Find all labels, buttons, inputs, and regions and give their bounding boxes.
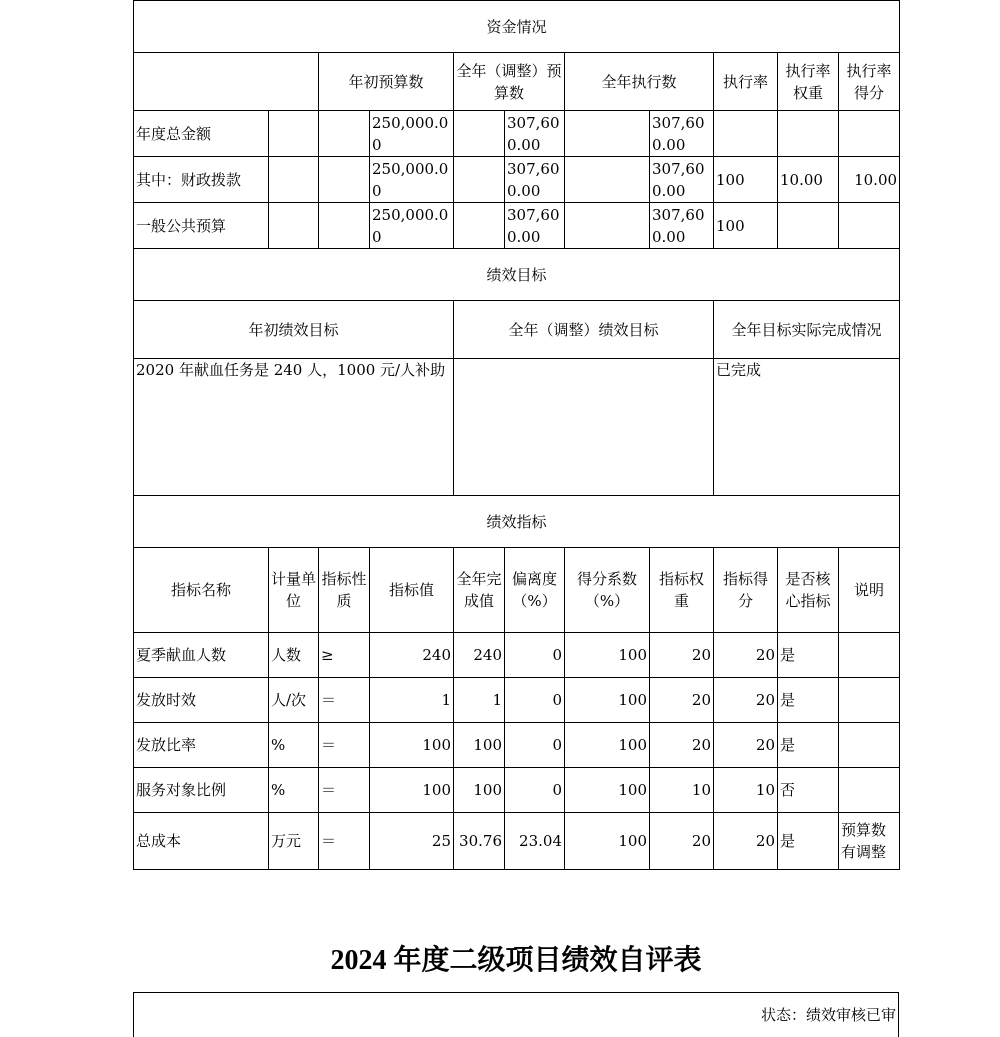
indicator-cell: 10 [650,768,714,813]
indicator-cell: 100 [565,633,650,678]
indicator-cell: 100 [565,723,650,768]
indicator-cell: 人数 [269,633,319,678]
indicator-cell: 0 [505,723,565,768]
funds-row: 其中：财政拨款 250,000.00 307,600.00 307,600.00 100 10.00 10.00 [134,157,900,203]
indicator-row [134,723,900,768]
header-rate-score: 执行率得分 [839,53,900,111]
indicator-cell: 发放比率 [134,723,269,768]
header-core: 是否核心指标 [778,548,839,633]
indicator-cell: ≥ [319,633,370,678]
indicator-cell: ＝ [319,678,370,723]
indicator-cell [839,633,900,678]
indicator-cell: 1 [454,678,505,723]
initial-goal-text: 2020 年献血任务是 240 人，1000 元/人补助 [134,359,454,496]
header-target: 指标值 [370,548,454,633]
indicator-row [134,633,900,678]
header-rate-weight: 执行率权重 [778,53,839,111]
indicator-cell: 是 [778,678,839,723]
indicator-cell: 20 [714,813,778,870]
indicator-cell: 100 [565,678,650,723]
status-table [133,992,899,1037]
indicator-cell: 240 [370,633,454,678]
indicator-cell [839,678,900,723]
indicator-cell: ＝ [319,813,370,870]
indicator-header-row [134,548,900,633]
indicator-row [134,678,900,723]
indicator-cell: 预算数有调整 [839,813,900,870]
indicator-cell: % [269,768,319,813]
section-indicators: 绩效指标 [134,496,900,548]
performance-table [133,0,900,870]
header-executed: 全年执行数 [565,53,714,111]
indicator-cell: 0 [505,678,565,723]
section-goals: 绩效目标 [134,249,900,301]
indicator-cell: 10 [714,768,778,813]
indicator-cell: 20 [650,678,714,723]
indicator-cell [839,723,900,768]
header-unit: 计量单位 [269,548,319,633]
header-rate: 执行率 [714,53,778,111]
indicator-cell: 20 [650,633,714,678]
indicator-cell: 总成本 [134,813,269,870]
header-actual-completion: 全年目标实际完成情况 [714,301,900,359]
indicator-cell: 0 [505,768,565,813]
indicator-cell: 100 [370,723,454,768]
indicator-cell: 100 [454,768,505,813]
indicator-cell: 100 [565,813,650,870]
indicator-cell: 20 [714,723,778,768]
adjusted-goal-text [454,359,714,496]
indicator-cell: ＝ [319,768,370,813]
indicator-cell: 发放时效 [134,678,269,723]
header-score: 指标得分 [714,548,778,633]
indicator-cell: 20 [714,633,778,678]
header-initial-budget: 年初预算数 [319,53,454,111]
indicator-cell: 100 [370,768,454,813]
header-nature: 指标性质 [319,548,370,633]
indicator-cell: 服务对象比例 [134,768,269,813]
indicator-cell: 1 [370,678,454,723]
indicator-cell: 20 [714,678,778,723]
header-weight: 指标权重 [650,548,714,633]
header-coefficient: 得分系数（%） [565,548,650,633]
indicator-cell: 30.76 [454,813,505,870]
indicator-cell: 20 [650,813,714,870]
indicator-cell: 人/次 [269,678,319,723]
indicator-row [134,768,900,813]
indicator-cell: 是 [778,813,839,870]
indicator-cell: 万元 [269,813,319,870]
funds-row: 一般公共预算 250,000.00 307,600.00 307,600.00 100 [134,203,900,249]
page-title: 2024 年度二级项目绩效自评表 [330,945,702,976]
header-actual: 全年完成值 [454,548,505,633]
header-note: 说明 [839,548,900,633]
indicator-cell: % [269,723,319,768]
actual-completion-text: 已完成 [714,359,900,496]
indicator-cell: 否 [778,768,839,813]
indicator-cell: 0 [505,633,565,678]
indicator-cell: 100 [454,723,505,768]
indicator-cell: 25 [370,813,454,870]
indicator-cell: 是 [778,723,839,768]
header-initial-goal: 年初绩效目标 [134,301,454,359]
indicator-cell: 100 [565,768,650,813]
header-adjusted-budget: 全年（调整）预算数 [454,53,565,111]
funds-row: 年度总金额 250,000.00 307,600.00 307,600.00 [134,111,900,157]
indicator-cell: 240 [454,633,505,678]
review-status: 状态：绩效审核已审 [134,993,899,1037]
indicator-cell: 夏季献血人数 [134,633,269,678]
indicator-cell: 20 [650,723,714,768]
indicator-cell: ＝ [319,723,370,768]
section-funds: 资金情况 [134,1,900,53]
header-deviation: 偏离度（%） [505,548,565,633]
indicator-row [134,813,900,870]
header-adjusted-goal: 全年（调整）绩效目标 [454,301,714,359]
indicator-cell [839,768,900,813]
indicator-cell: 23.04 [505,813,565,870]
indicator-cell: 是 [778,633,839,678]
header-name: 指标名称 [134,548,269,633]
